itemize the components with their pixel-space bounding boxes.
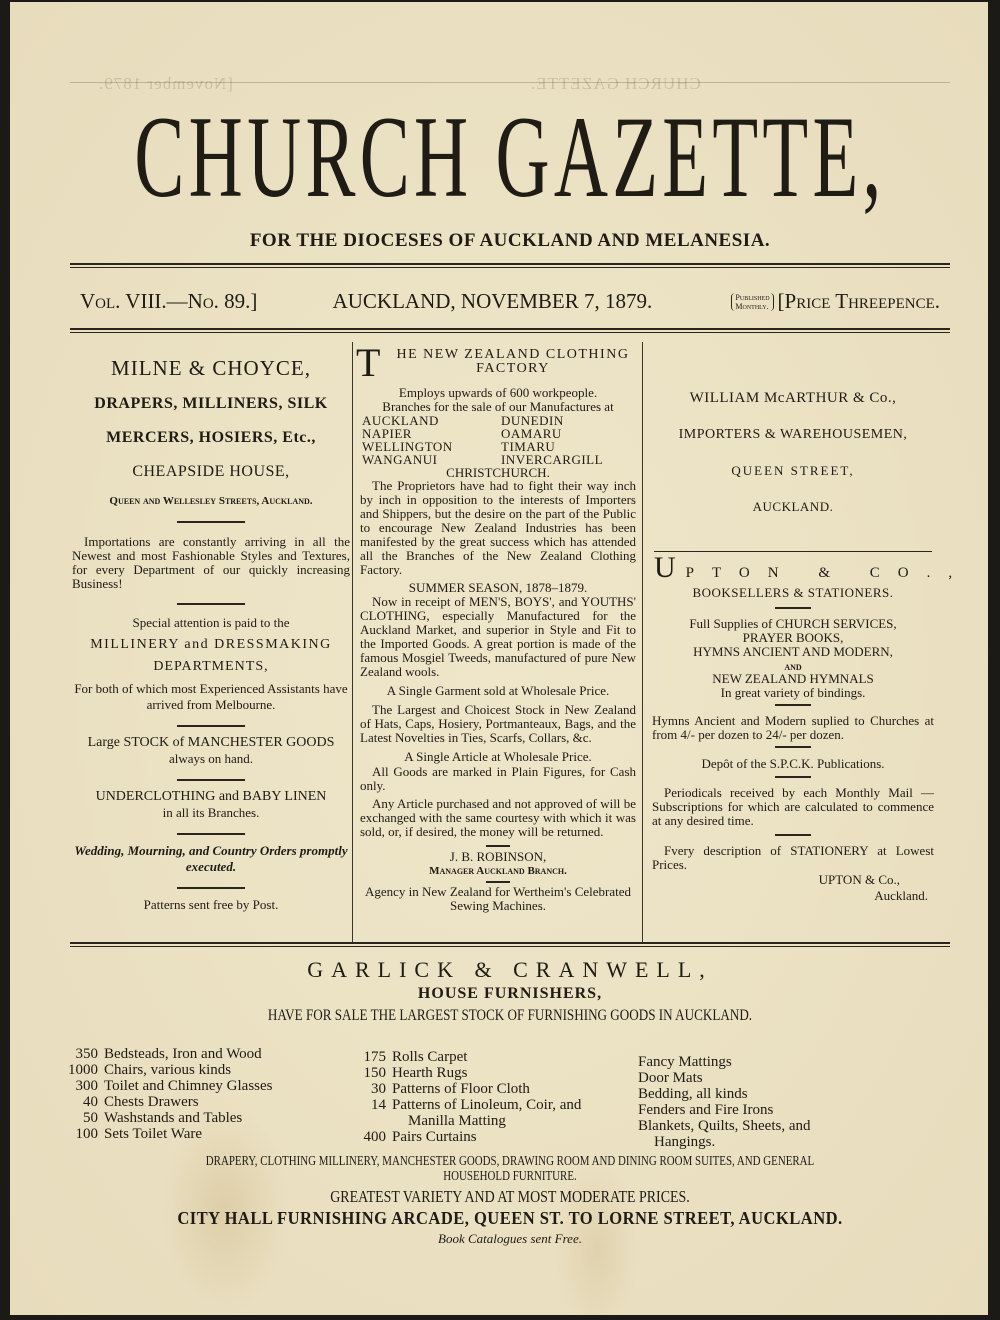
stock-item (350, 1097, 581, 1113)
advert-title-text: PTON & CO., (685, 565, 971, 581)
bleed-through-header-left: [November 1879. (98, 74, 233, 93)
columns-bottom-rule (70, 942, 950, 947)
stock-desc: Chests Drawers (104, 1094, 199, 1110)
stock-item: Hangings. (654, 1134, 716, 1150)
branch: WANGANUI (362, 452, 438, 467)
stock-qty: 175 (363, 1049, 386, 1065)
separator (775, 704, 811, 706)
stock-desc: Washstands and Tables (104, 1110, 243, 1126)
branch-list (356, 414, 640, 466)
advert-text: Agency in New Zealand for Wertheim's Celebrated Sewing Machines. (364, 884, 631, 913)
advert-title-text: HE NEW ZEALAND CLOTHING FACTORY (396, 347, 630, 376)
advert-headline: HAVE FOR SALE THE LARGEST STOCK OF FURNISHING GOODS IN AUCKLAND. (267, 1007, 753, 1024)
separator (486, 881, 510, 883)
stock-item (62, 1126, 273, 1142)
drop-cap: T (356, 340, 382, 385)
advert-columns (72, 340, 971, 942)
advert-column-3 (646, 342, 971, 942)
advert-text: Hymns Ancient and Modern suplied to Churches at from 4/- per dozen to 24/- per dozen. (652, 713, 934, 742)
stock-item: Fenders and Fire Irons (638, 1102, 774, 1118)
advert-garlick-cranwell (70, 957, 950, 1025)
advert-line: DRAPERS, MILLINERS, SILK (94, 395, 328, 412)
advert-text: PRAYER BOOKS, (742, 630, 844, 645)
advert-text: GREATEST VARIETY AND AT MOST MODERATE PRICES. (330, 1187, 690, 1206)
dateline-rule (70, 328, 950, 333)
monthly-label: Monthly. (735, 301, 769, 311)
stock-desc: Patterns of Floor Cloth (392, 1081, 530, 1097)
advert-text: Now in receipt of MEN'S, BOYS', and YOUTHS' CLOTHING, especially Manufactured for the Auckland Market, and superior in Style and Fit to the Imported Goods. A great portion is made of the famous Mosgiel Tweeds, manufactured of pure New Zealand wools. (360, 594, 636, 679)
masthead-rule (70, 263, 950, 268)
stock-desc: Hearth Rugs (392, 1065, 468, 1081)
stock-item (62, 1062, 273, 1078)
advert-text: Branches for the sale of our Manufactures at (382, 399, 614, 414)
advert-text: The Proprietors have had to fight their way inch by inch in opposition to the interests of Importers and Shippers, but the desire on the part of the Public to encourage New Zealand Industries has been manifested by the great success which has attended all the Branches of the New Zealand Clothing Factory. (360, 478, 636, 577)
advert-text: In great variety of bindings. (720, 685, 866, 700)
advert-text: Fvery description of STATIONERY at Lowest Prices. (652, 843, 934, 872)
place-date: AUCKLAND, NOVEMBER 7, 1879. (332, 289, 653, 313)
stock-item (62, 1110, 273, 1126)
stock-item (62, 1078, 273, 1094)
advert-text: All Goods are marked in Plain Figures, for Cash only. (360, 764, 636, 793)
signature-place: Auckland. (874, 888, 928, 903)
advert-line: AUCKLAND. (752, 499, 834, 514)
separator (775, 834, 811, 836)
stock-desc: Rolls Carpet (392, 1049, 468, 1065)
column-divider (642, 342, 643, 942)
advert-text: Wedding, Mourning, and Country Orders promptly executed. (74, 843, 348, 874)
advert-text: SUMMER SEASON, 1878–1879. (408, 580, 588, 595)
stock-qty: 300 (75, 1078, 98, 1094)
stock-item (350, 1081, 581, 1097)
stock-item (62, 1046, 273, 1062)
stock-qty: 150 (363, 1065, 386, 1081)
advert-title: WILLIAM McARTHUR & Co., (689, 390, 897, 406)
advert-title: GARLICK & CRANWELL, (307, 957, 713, 982)
signature-name: UPTON & Co., (818, 872, 900, 887)
stock-qty: 1000 (68, 1062, 98, 1078)
advert-text: NEW ZEALAND HYMNALS (712, 671, 874, 686)
stock-list-left (62, 1046, 273, 1142)
stock-desc: Toilet and Chimney Glasses (104, 1078, 273, 1094)
stock-desc: Bedsteads, Iron and Wood (104, 1046, 262, 1062)
stock-item: Blankets, Quilts, Sheets, and (638, 1118, 811, 1134)
volume-number: Vol. VIII.—No. 89.] (80, 289, 258, 313)
stock-list-right (638, 1054, 811, 1150)
advert-milne-choyce (72, 342, 350, 942)
stock-qty: 350 (75, 1046, 98, 1062)
stock-desc: Sets Toilet Ware (104, 1126, 203, 1142)
advert-text: Large STOCK of MANCHESTER GOODS (87, 735, 335, 750)
advert-text: MILLINERY and DRESSMAKING (90, 637, 332, 652)
separator (177, 833, 245, 835)
advert-line: BOOKSELLERS & STATIONERS. (692, 585, 894, 600)
advert-text: always on hand. (168, 751, 254, 766)
stock-item: Door Mats (638, 1070, 703, 1086)
advert-address: CITY HALL FURNISHING ARCADE, QUEEN ST. TO LORNE STREET, AUCKLAND. (177, 1208, 843, 1228)
advert-text: Employs upwards of 600 workpeople. (398, 385, 598, 400)
advert-text: Importations are constantly arriving in all the Newest and most Fashionable Styles and Textures, for every Department of our quickly increasing Business! (72, 534, 350, 591)
separator (775, 746, 811, 748)
stock-desc: Patterns of Linoleum, Coir, and (392, 1097, 582, 1113)
advert-text: A Single Article at Wholesale Price. (404, 749, 592, 764)
separator (177, 521, 245, 523)
published-monthly-badge (731, 293, 773, 311)
advert-text: Depôt of the S.P.C.K. Publications. (701, 756, 885, 771)
price: [Price Threepence. (777, 289, 940, 313)
advert-line: QUEEN STREET, (731, 463, 855, 478)
masthead-title: CHURCH GAZETTE, (134, 93, 886, 222)
advert-text: in all its Branches. (162, 805, 260, 820)
separator (177, 725, 245, 727)
separator (775, 776, 811, 778)
manager-title: Manager Auckland Branch. (429, 865, 567, 877)
stock-qty: 50 (83, 1110, 98, 1126)
advert-line: MERCERS, HOSIERS, Etc., (106, 429, 316, 446)
separator (177, 779, 245, 781)
separator (775, 607, 811, 609)
advert-subtitle: HOUSE FURNISHERS, (417, 985, 603, 1002)
stock-item (350, 1049, 581, 1065)
separator (177, 603, 245, 605)
masthead-subtitle: FOR THE DIOCESES OF AUCKLAND AND MELANESIA. (249, 230, 771, 251)
branch: OAMARU (501, 426, 562, 441)
advert-line: CHEAPSIDE HOUSE, (132, 463, 290, 480)
branch: AUCKLAND (362, 413, 439, 428)
advert-text: Special attention is paid to the (132, 615, 290, 630)
stock-qty: 14 (371, 1097, 386, 1113)
stock-qty (366, 1113, 402, 1129)
garlick-footer (70, 1154, 950, 1247)
separator (654, 551, 932, 552)
separator (486, 845, 510, 847)
advert-title: MILNE & CHOYCE, (111, 356, 311, 380)
stock-item (350, 1113, 581, 1129)
published-label: Published (735, 292, 770, 302)
advert-title (646, 551, 971, 584)
advert-text: Full Supplies of CHURCH SERVICES, (689, 616, 897, 631)
stock-qty: 30 (371, 1081, 386, 1097)
advert-text: For both of which most Experienced Assistants have arrived from Melbourne. (74, 681, 348, 712)
ghost-rule (70, 82, 950, 84)
advert-text: Patterns sent free by Post. (143, 897, 279, 912)
branch: DUNEDIN (501, 413, 564, 428)
branch: NAPIER (362, 426, 412, 441)
branch: CHRISTCHURCH. (446, 465, 550, 480)
advert-address: Queen and Wellesley Streets, Auckland. (109, 495, 313, 507)
manager-name: J. B. ROBINSON, (449, 849, 547, 864)
separator (177, 887, 245, 889)
stock-desc: Pairs Curtains (392, 1129, 477, 1145)
masthead (70, 93, 950, 251)
advert-upton (646, 551, 971, 904)
advert-text: Periodicals received by each Monthly Mail —Subscriptions for which are calculated to commence at any desired time. (652, 785, 934, 828)
stock-item: Bedding, all kinds (638, 1086, 748, 1102)
advert-text: The Largest and Choicest Stock in New Zealand of Hats, Caps, Hosiery, Portmanteaux, Bags, and the Latest Novelties in Ties, Scarfs, Collars, &c. (360, 702, 636, 745)
stock-qty: 100 (75, 1126, 98, 1142)
branch: WELLINGTON (362, 439, 453, 454)
stock-list-middle (350, 1049, 581, 1145)
advert-title (356, 340, 640, 385)
stock-item (350, 1065, 581, 1081)
advert-text: Any Article purchased and not approved of will be exchanged with the same courtesy with which it was sold, or, if desired, the money will be returned. (360, 796, 636, 839)
stock-item (62, 1094, 273, 1110)
advert-nz-clothing-factory (356, 342, 640, 942)
advert-mcarthur (646, 390, 940, 515)
bleed-through-header-center: CHURCH GAZETTE. (530, 74, 701, 93)
branch: TIMARU (501, 439, 556, 454)
drop-cap: U (654, 551, 676, 584)
advert-text: DEPARTMENTS, (153, 659, 269, 674)
advert-text: HOUSEHOLD FURNITURE. (443, 1169, 577, 1184)
advert-text: HYMNS ANCIENT AND MODERN, (693, 644, 893, 659)
advert-text: Book Catalogues sent Free. (438, 1231, 582, 1246)
stock-item: Fancy Mattings (638, 1054, 732, 1070)
newspaper-page (10, 2, 988, 1315)
stock-desc: Manilla Matting (408, 1113, 506, 1129)
stock-desc: Chairs, various kinds (104, 1062, 232, 1078)
advert-line: IMPORTERS & WAREHOUSEMEN, (678, 427, 908, 442)
advert-text: DRAPERY, CLOTHING MILLINERY, MANCHESTER GOODS, DRAWING ROOM AND DINING ROOM SUITES, AND GENERAL (205, 1154, 815, 1169)
stock-qty: 400 (363, 1129, 386, 1145)
branch: INVERCARGILL (501, 452, 604, 467)
advert-text: A Single Garment sold at Wholesale Price. (386, 683, 610, 698)
advert-text: UNDERCLOTHING and BABY LINEN (95, 789, 327, 804)
column-divider (352, 342, 353, 942)
stock-qty: 40 (83, 1094, 98, 1110)
stock-item (350, 1129, 581, 1145)
advert-text: AND (784, 663, 802, 672)
dateline (80, 289, 940, 314)
